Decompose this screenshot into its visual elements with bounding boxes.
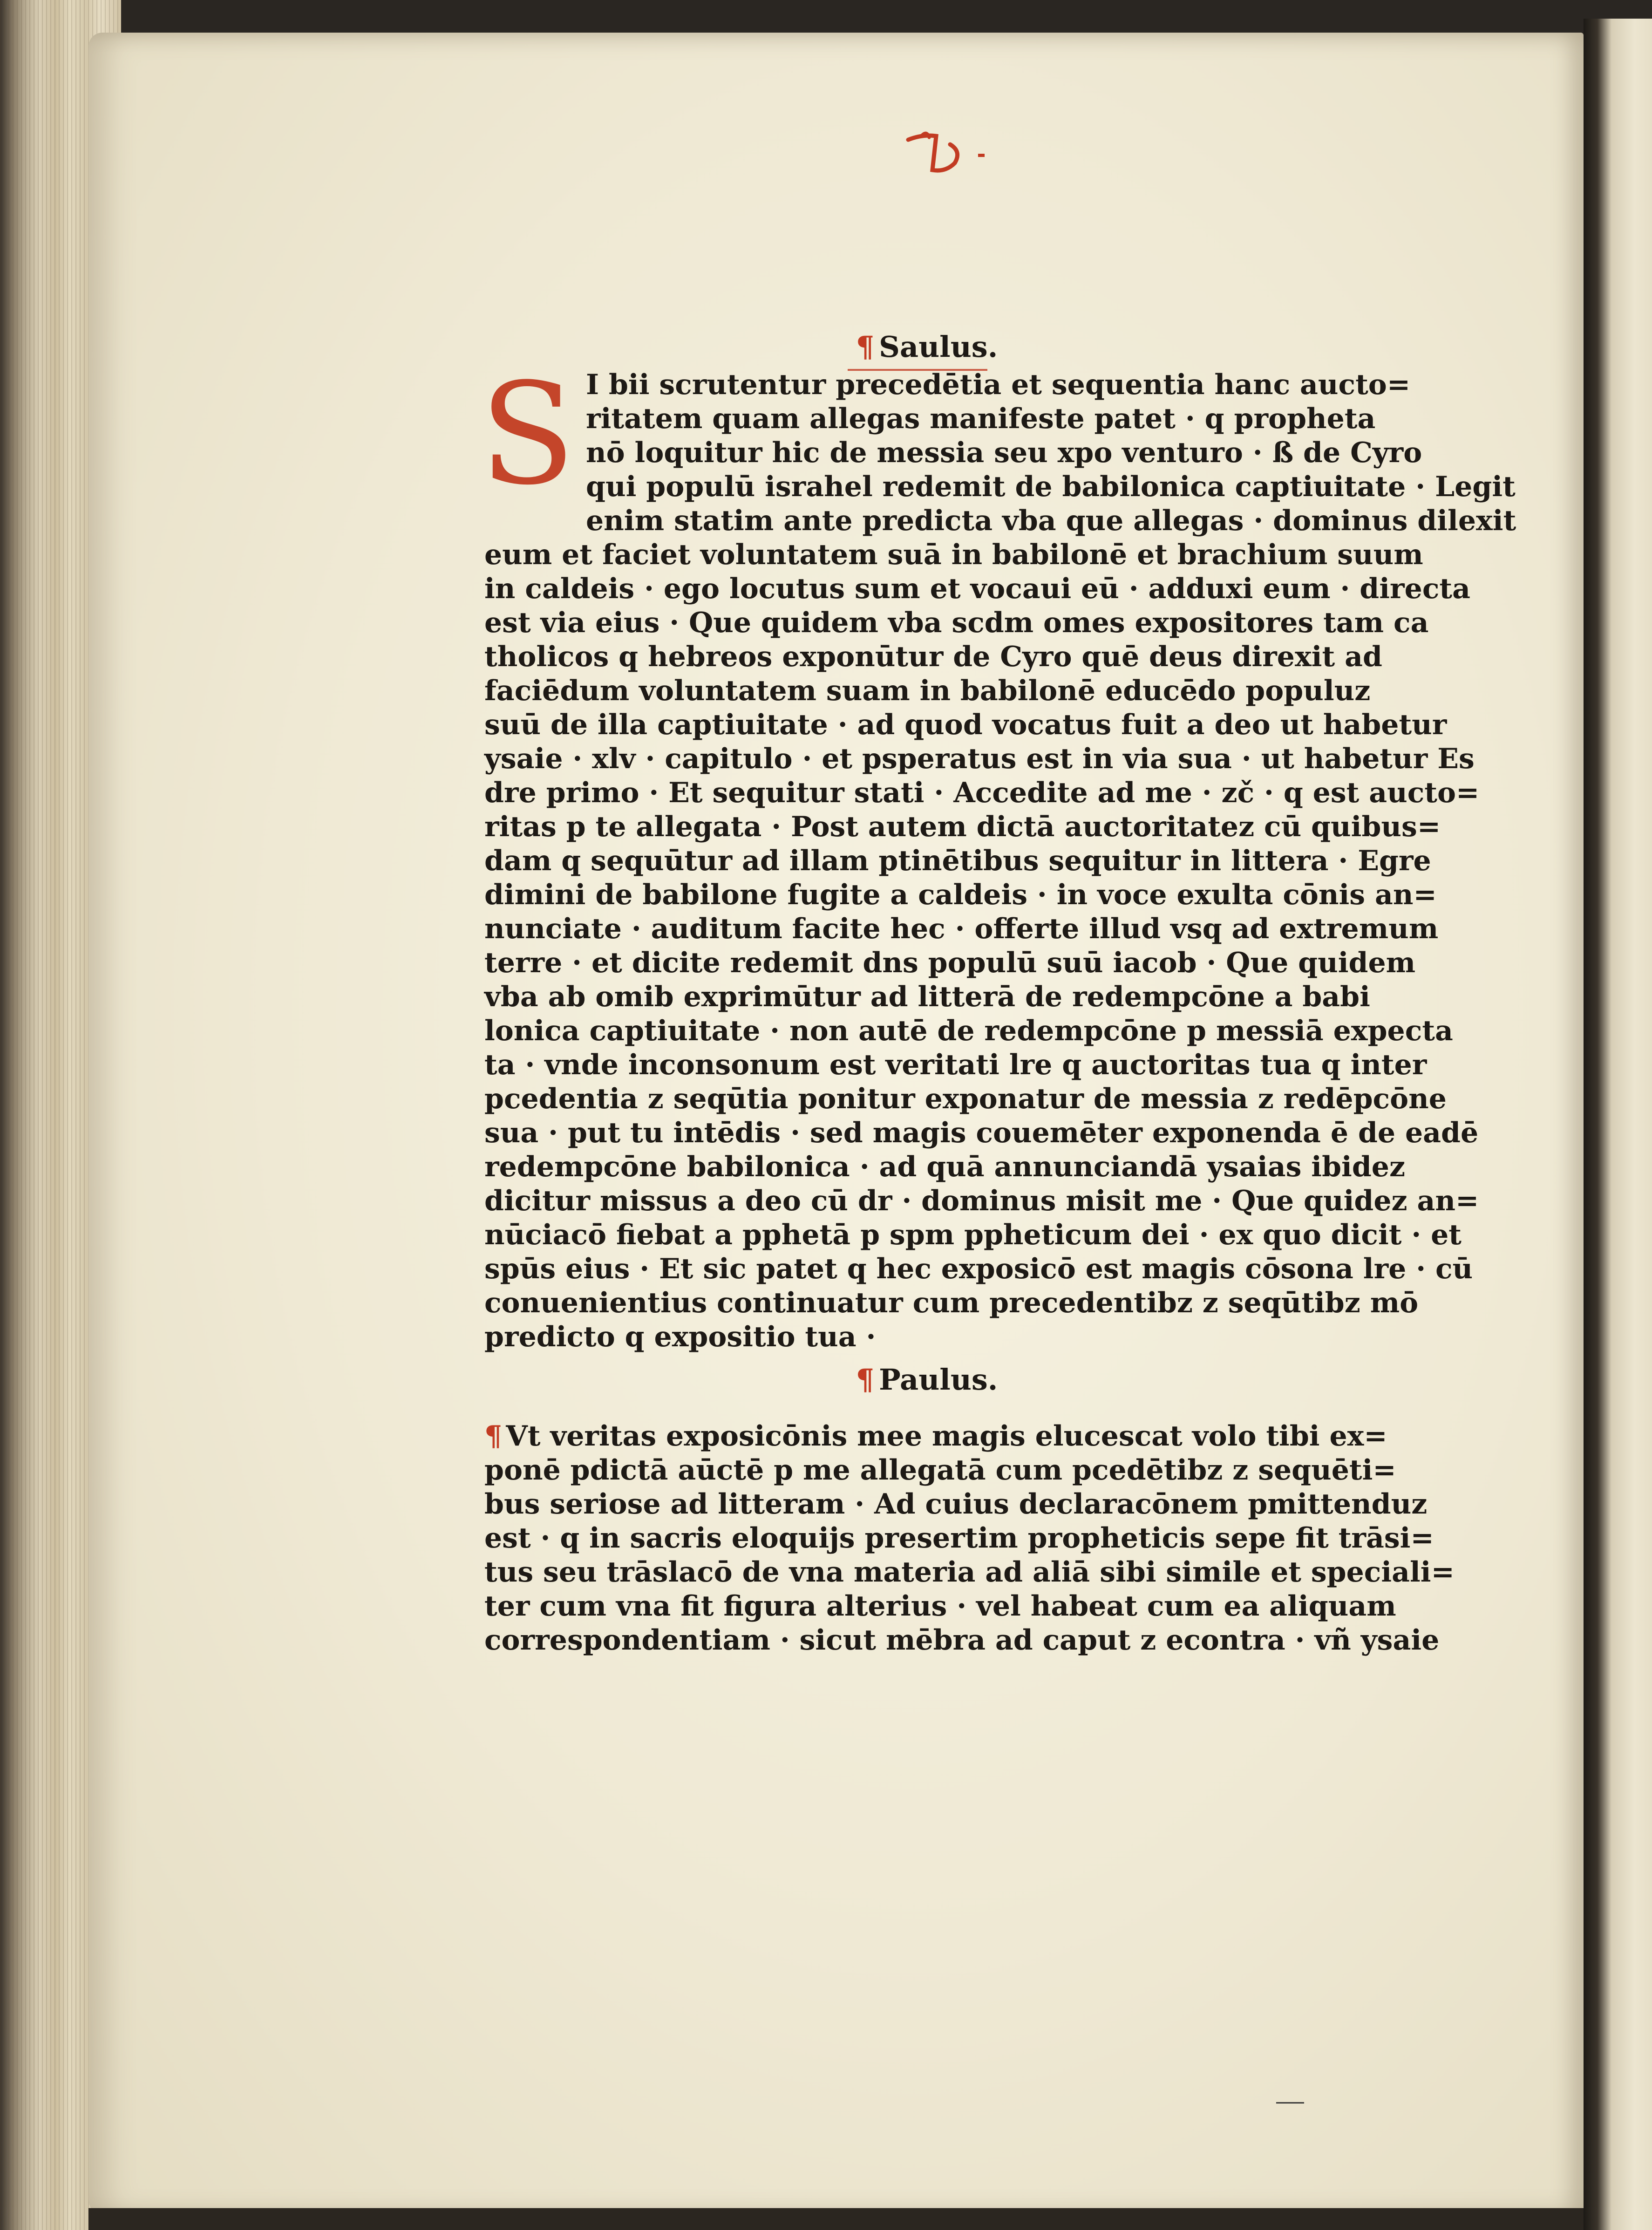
text-line: ysaie · xlv · capitulo · et psperatus est in via sua · ut habetur Es — [484, 743, 1475, 775]
text-line: conuenientius continuatur cum precedentibz z seqūtibz mō — [484, 1287, 1419, 1319]
text-line: dicitur missus a deo cū dr · dominus misit me · Que quidez an= — [484, 1185, 1479, 1217]
text-line — [484, 1419, 1387, 1453]
paragraph-gap — [484, 1401, 1369, 1419]
text-line: spūs eius · Et sic patet q hec exposicō est magis cōsona lre · cū — [484, 1253, 1473, 1285]
text-line: ponē pdictā aūctē p me allegatā cum pcedētibz z sequēti= — [484, 1454, 1396, 1487]
speaker-heading-saulus — [484, 326, 1369, 368]
speaker-name: Saulus. — [879, 330, 998, 364]
speaker-name: Paulus. — [879, 1363, 998, 1397]
text-line: vba ab omib exprimūtur ad litterā de redempcōne a babi — [484, 981, 1370, 1013]
text-line: bus seriose ad litteram · Ad cuius declaracōnem pmittenduz — [484, 1488, 1428, 1521]
bottom-shadow — [88, 2208, 1584, 2230]
text-line: terre · et dicite redemit dns populū suū iacob · Que quidem — [484, 947, 1416, 979]
paragraph-paulus — [484, 1419, 1455, 1657]
text-line: tholicos q hebreos exponūtur de Cyro quē deus direxit ad — [484, 641, 1382, 673]
text-line: qui populū israhel redemit de babilonica captiuitate · Legit — [586, 471, 1516, 503]
marginal-mark — [1276, 2101, 1304, 2105]
facing-page-edge — [1584, 19, 1652, 2230]
rubric-paragraph-mark: ¶ — [856, 1363, 875, 1397]
text-line: pcedentia z seqūtia ponitur exponatur de messia z redēpcōne — [484, 1083, 1447, 1115]
text-line: faciēdum voluntatem suam in babilonē educēdo populuz — [484, 675, 1371, 707]
text-line: I bii scrutentur precedētia et sequentia hanc aucto= — [586, 368, 1411, 401]
text-line: eum et faciet voluntatem suā in babilonē et brachium suum — [484, 539, 1423, 571]
text-line: dre primo · Et sequitur stati · Accedite ad me · zč · q est aucto= — [484, 777, 1480, 809]
rubric-paragraph-mark: ¶ — [484, 1420, 503, 1453]
drop-initial: S — [480, 353, 576, 516]
text-line: ter cum vna fit figura alterius · vel habeat cum ea aliquam — [484, 1590, 1396, 1623]
rubric-paragraph-mark: ¶ — [856, 330, 875, 364]
text-line: redempcōne babilonica · ad quā annunciandā ysaias ibidez — [484, 1151, 1406, 1183]
text-line: predicto q expositio tua · — [484, 1321, 876, 1353]
text-line: correspondentiam · sicut mēbra ad caput z econtra · vñ ysaie — [484, 1624, 1440, 1657]
text-line: est via eius · Que quidem vba scdm omes expositores tam ca — [484, 607, 1429, 639]
text-line: lonica captiuitate · non autē de redempcōne p messiā expecta — [484, 1015, 1453, 1047]
text-line: nō loquitur hic de messia seu xpo venturo · ß de Cyro — [586, 436, 1422, 469]
folio-mark — [904, 126, 997, 182]
text-line: nūciacō fiebat a pphetā p spm ppheticum dei · ex quo dicit · et — [484, 1219, 1462, 1251]
text-line: in caldeis · ego locutus sum et vocaui eū · adduxi eum · directa — [484, 573, 1470, 605]
text-line: nunciate · auditum facite hec · offerte illud vsq ad extremum — [484, 913, 1439, 945]
text-line: suū de illa captiuitate · ad quod vocatus fuit a deo ut habetur — [484, 709, 1447, 741]
text-block — [480, 326, 1516, 1657]
text-line: dimini de babilone fugite a caldeis · in voce exulta cōnis an= — [484, 879, 1437, 911]
paragraph-saulus — [480, 353, 1516, 1354]
text-line: tus seu trāslacō de vna materia ad aliā sibi simile et speciali= — [484, 1556, 1455, 1589]
text-line: ritas p te allegata · Post autem dictā auctoritatez cū quibus= — [484, 811, 1441, 843]
text-line: ta · vnde inconsonum est veritati lre q auctoritas tua q inter — [484, 1049, 1427, 1081]
text-line: sua · put tu intēdis · sed magis couemēter exponenda ē de eadē — [484, 1117, 1479, 1149]
text-line: ritatem quam allegas manifeste patet · q propheta — [586, 402, 1376, 435]
text-line: enim statim ante predicta vba que allegas · dominus dilexit — [586, 505, 1516, 537]
text-line-content: Vt veritas exposicōnis mee magis elucescat volo tibi ex= — [506, 1420, 1387, 1453]
speaker-heading-paulus — [484, 1359, 1369, 1401]
text-line: est · q in sacris eloquijs presertim propheticis sepe fit trāsi= — [484, 1522, 1434, 1555]
text-line: dam q sequūtur ad illam ptinētibus sequitur in littera · Egre — [484, 845, 1431, 877]
